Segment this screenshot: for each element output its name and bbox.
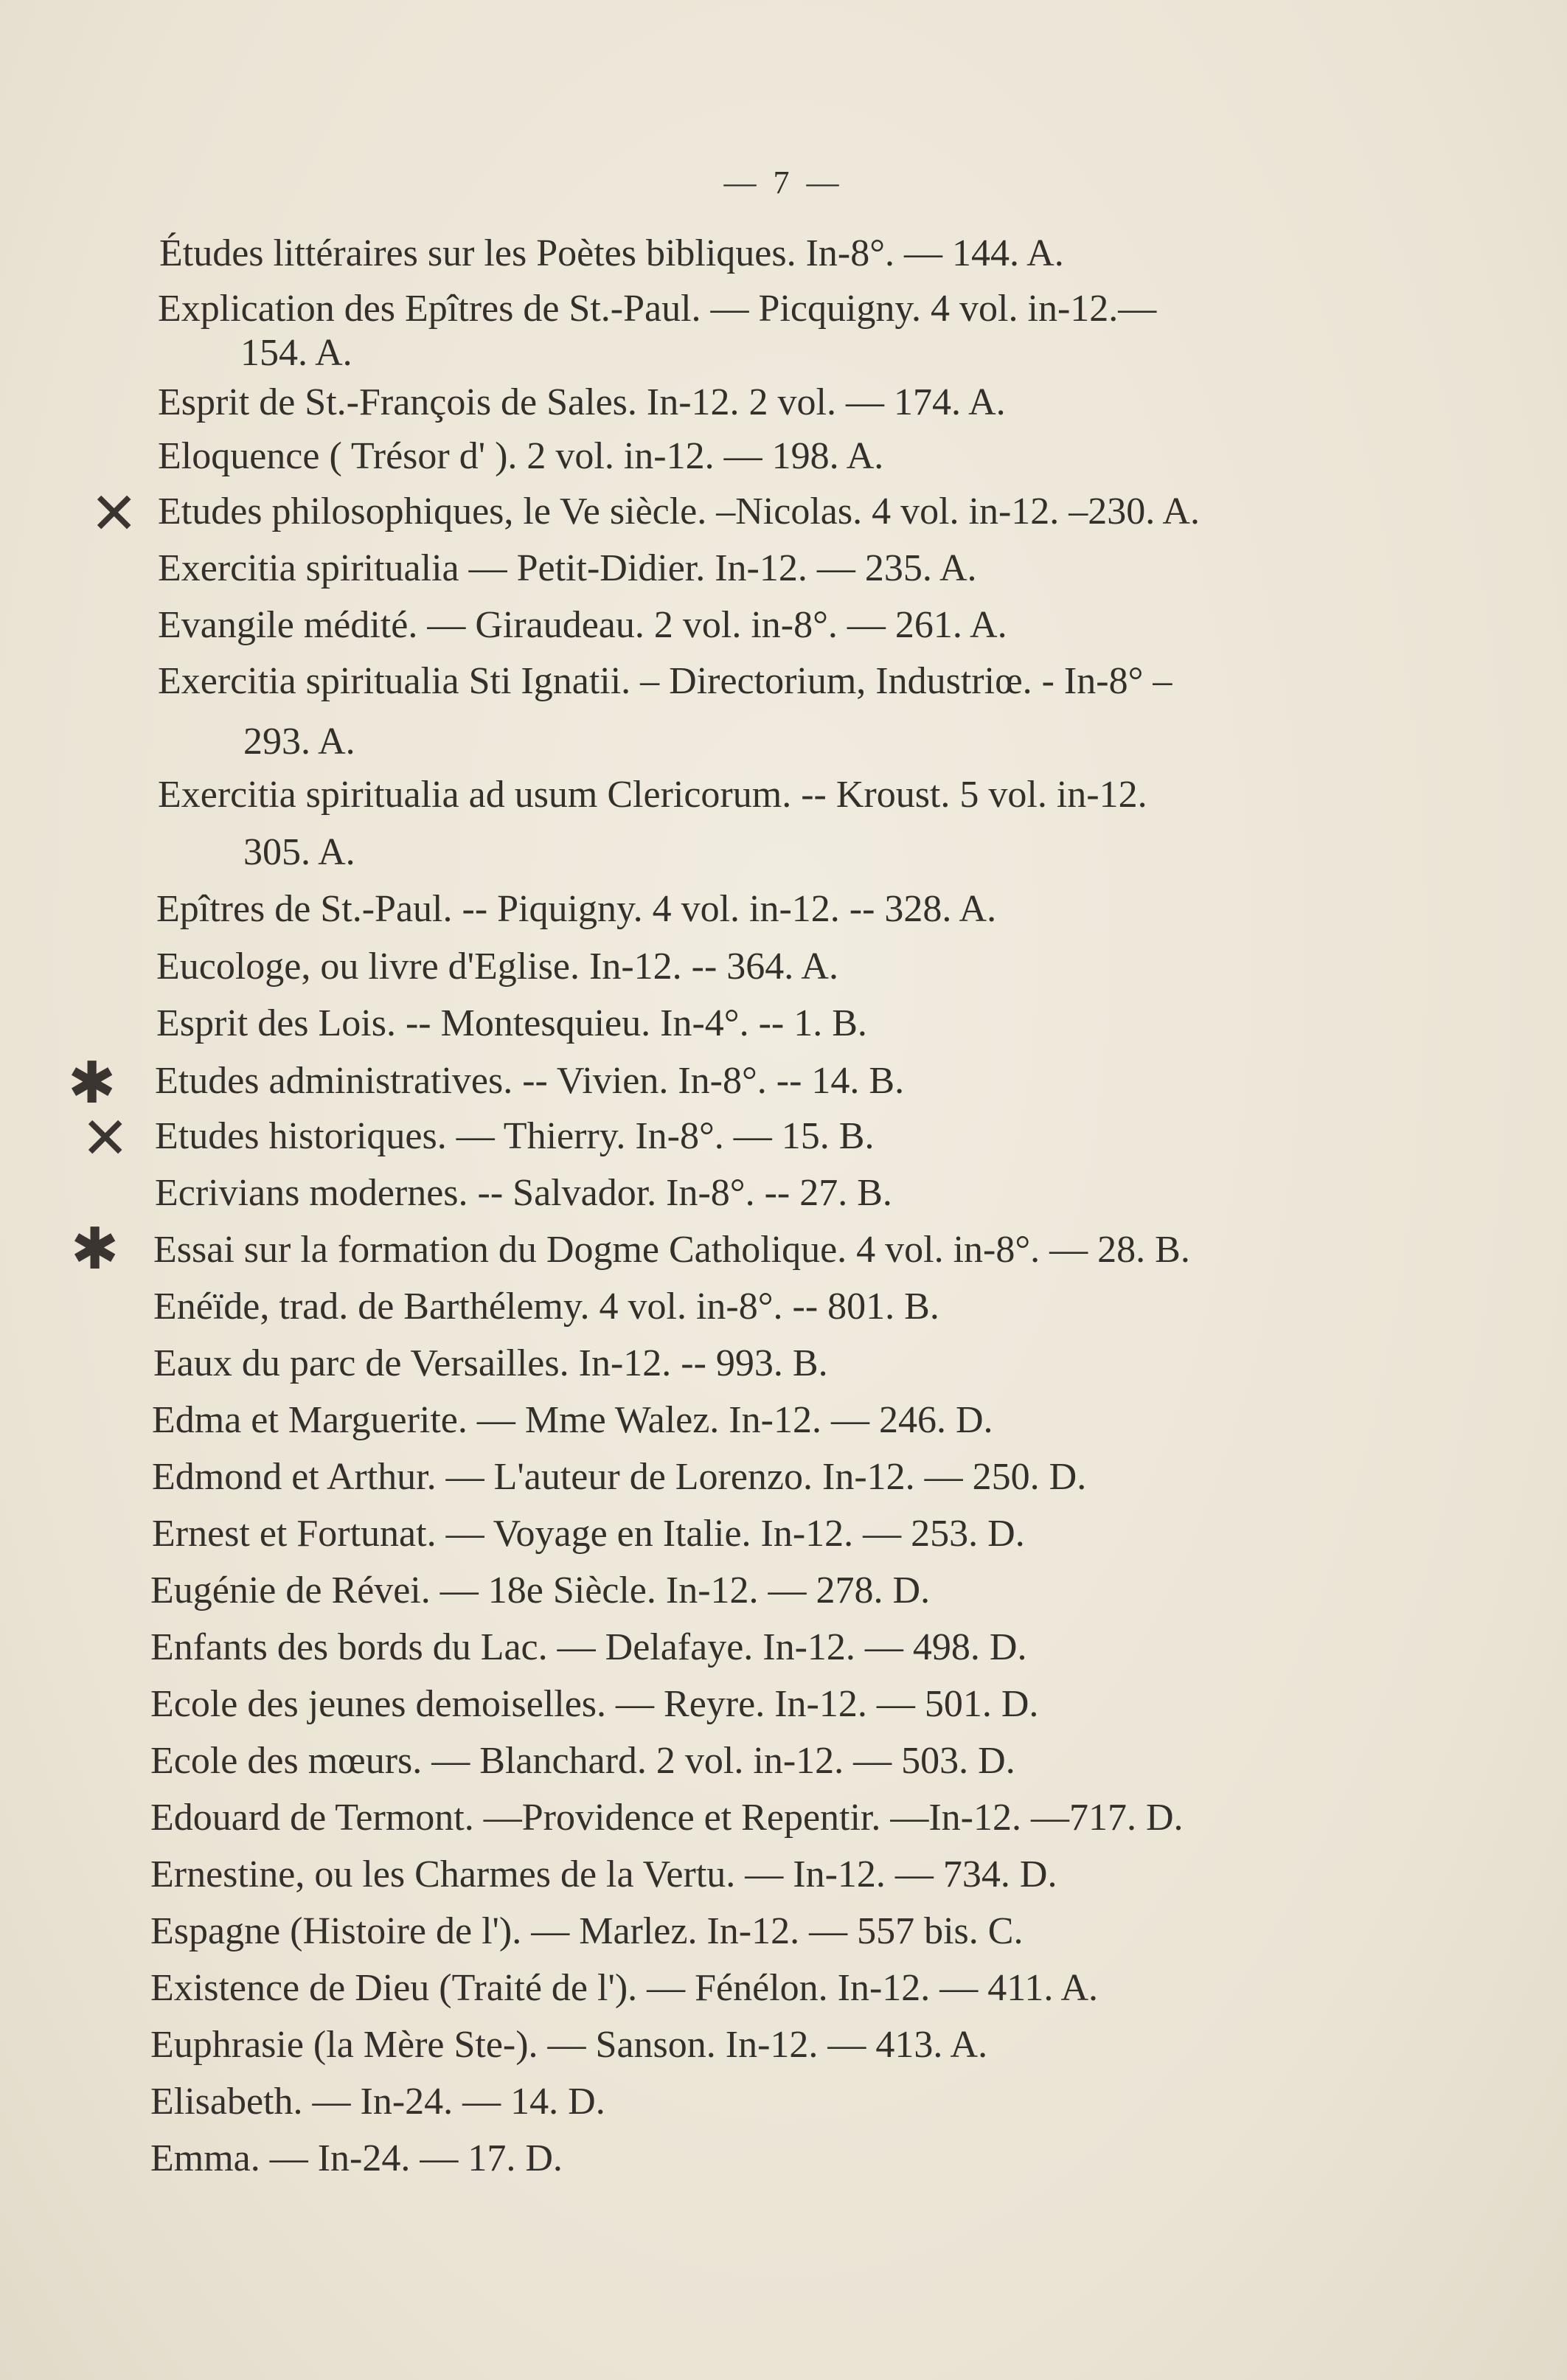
entry-line: Etudes philosophiques, le Ve siècle. –Nicolas. 4 vol. in-12. –230. A. [158, 490, 1200, 532]
entry-line: Edma et Marguerite. — Mme Walez. In-12. — 246. D. [152, 1399, 993, 1441]
entry-line: Ernest et Fortunat. — Voyage en Italie. In-12. — 253. D. [152, 1513, 1025, 1555]
margin-asterisk-mark: ✱ [71, 1216, 119, 1283]
entry-line-continued: 305. A. [243, 831, 355, 873]
entry-line-continued: 154. A. [240, 332, 352, 374]
entry-line: Emma. — In-24. — 17. D. [150, 2137, 563, 2179]
entry-line: Études littéraires sur les Poètes bibliques. In-8°. — 144. A. [159, 232, 1064, 274]
entry-line: Eaux du parc de Versailles. In-12. -- 993. B. [153, 1342, 828, 1384]
entry-line: Edouard de Termont. —Providence et Repentir. —In-12. —717. D. [150, 1797, 1184, 1839]
entry-line: Eucologe, ou livre d'Eglise. In-12. -- 364. A. [156, 946, 838, 988]
entry-line: Ecole des jeunes demoiselles. — Reyre. In-12. — 501. D. [150, 1683, 1039, 1725]
entry-line: Ernestine, ou les Charmes de la Vertu. — In-12. — 734. D. [150, 1853, 1057, 1895]
entry-line: Exercitia spiritualia — Petit-Didier. In-12. — 235. A. [158, 547, 977, 589]
margin-asterisk-mark: ✱ [68, 1050, 117, 1117]
entry-line: Existence de Dieu (Traité de l'). — Fénélon. In-12. — 411. A. [150, 1967, 1099, 2009]
margin-cross-mark: ✕ [90, 481, 139, 547]
entry-line: Eloquence ( Trésor d' ). 2 vol. in-12. — 198. A. [158, 435, 884, 477]
entry-line-continued: 293. A. [243, 721, 355, 763]
entry-line: Exercitia spiritualia ad usum Clericorum. -- Kroust. 5 vol. in-12. [158, 774, 1147, 816]
entry-line: Enfants des bords du Lac. — Delafaye. In-12. — 498. D. [150, 1626, 1027, 1668]
entry-line: Etudes historiques. — Thierry. In-8°. — 15. B. [155, 1115, 875, 1157]
entry-line: Epîtres de St.-Paul. -- Piquigny. 4 vol. in-12. -- 328. A. [156, 888, 997, 930]
entry-line: Enéïde, trad. de Barthélemy. 4 vol. in-8°. -- 801. B. [153, 1286, 939, 1328]
entry-line: Etudes administratives. -- Vivien. In-8°. -- 14. B. [155, 1060, 905, 1102]
entry-line: Exercitia spiritualia Sti Ignatii. – Directorium, Industriœ. - In-8° – [158, 660, 1172, 702]
entry-line: Evangile médité. — Giraudeau. 2 vol. in-8°. — 261. A. [158, 604, 1007, 646]
entry-line: Esprit des Lois. -- Montesquieu. In-4°. -- 1. B. [156, 1002, 867, 1044]
margin-cross-mark: ✕ [81, 1106, 130, 1172]
entry-line: Euphrasie (la Mère Ste-). — Sanson. In-12. — 413. A. [150, 2024, 988, 2066]
entry-line: Explication des Epîtres de St.-Paul. — Picquigny. 4 vol. in-12.— [158, 288, 1157, 330]
entry-line: Ecrivians modernes. -- Salvador. In-8°. -- 27. B. [155, 1172, 892, 1214]
entry-line: Essai sur la formation du Dogme Catholique. 4 vol. in-8°. — 28. B. [153, 1229, 1190, 1271]
entry-line: Elisabeth. — In-24. — 14. D. [150, 2081, 605, 2123]
entry-line: Eugénie de Révei. — 18e Siècle. In-12. — 278. D. [150, 1569, 931, 1611]
entry-line: Edmond et Arthur. — L'auteur de Lorenzo. In-12. — 250. D. [152, 1456, 1087, 1498]
entry-line: Espagne (Histoire de l'). — Marlez. In-12. — 557 bis. C. [150, 1910, 1024, 1952]
entry-line: Ecole des mœurs. — Blanchard. 2 vol. in-12. — 503. D. [150, 1740, 1015, 1782]
page-number: — 7 — [723, 164, 844, 201]
entry-line: Esprit de St.-François de Sales. In-12. 2 vol. — 174. A. [158, 381, 1006, 423]
